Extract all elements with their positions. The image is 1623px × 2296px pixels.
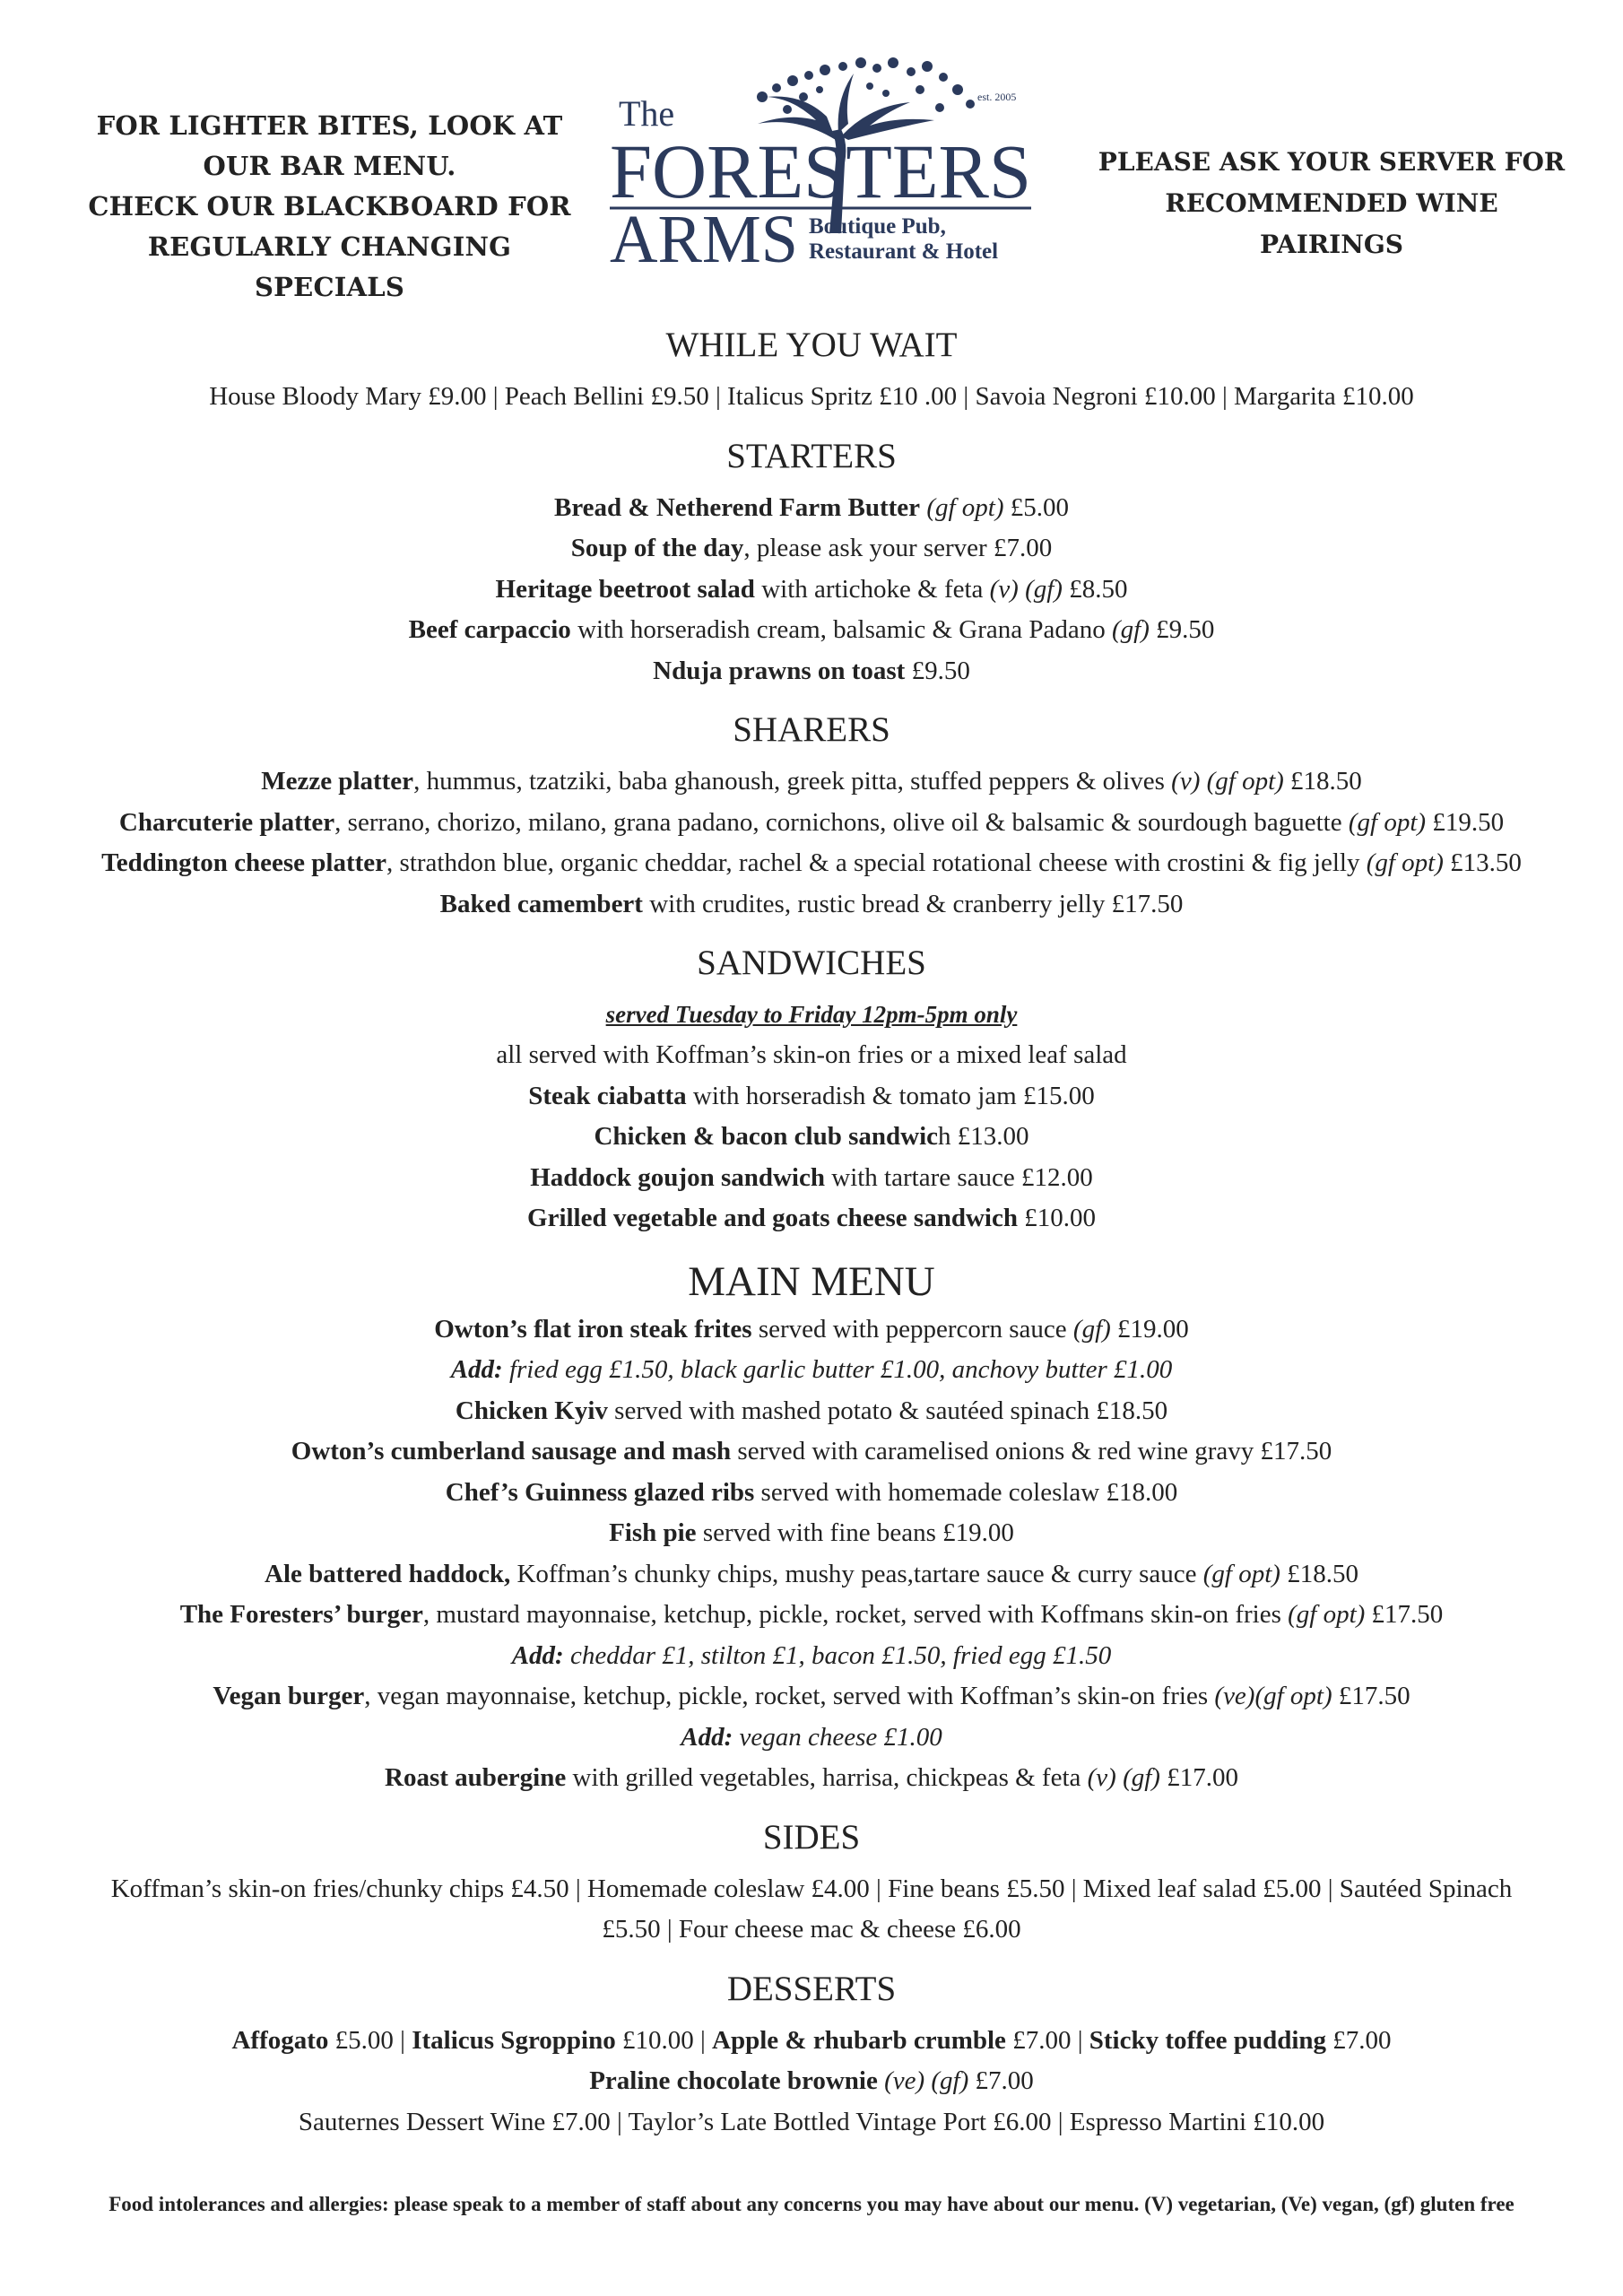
- item-tags: (gf): [1111, 615, 1150, 644]
- item-name: Sticky toffee pudding: [1089, 2025, 1327, 2055]
- item-price: £18.50: [1280, 1559, 1358, 1588]
- addon-label: Add:: [681, 1722, 733, 1752]
- item-tags: (gf opt): [926, 492, 1004, 522]
- menu-item: [0, 1473, 1623, 1514]
- menu-item: [0, 528, 1623, 570]
- header-left-line: CHECK OUR BLACKBOARD FOR: [88, 191, 571, 222]
- menu-item: [0, 1391, 1623, 1432]
- item-tags: (v) (gf): [989, 574, 1063, 604]
- item-price: £17.50: [1365, 1600, 1444, 1629]
- addon-text: cheddar £1, stilton £1, bacon £1.50, fried egg £1.50: [563, 1640, 1112, 1670]
- item-price: £7.00: [968, 2066, 1034, 2095]
- item-name: Ale battered haddock,: [265, 1559, 511, 1588]
- item-desc: served with fine beans £19.00: [696, 1518, 1014, 1547]
- item-name: Owton’s flat iron steak frites: [434, 1314, 752, 1344]
- item-desc: with crudites, rustic bread & cranberry jelly £17.50: [642, 889, 1184, 918]
- item-desc: with tartare sauce £12.00: [825, 1162, 1093, 1192]
- menu-item: [0, 1158, 1623, 1199]
- item-name: Baked camembert: [439, 889, 643, 918]
- menu-content: [0, 323, 1623, 2143]
- section-title-sandwiches: SANDWICHES: [697, 944, 926, 982]
- menu-item: [0, 1076, 1623, 1118]
- item-name: Charcuterie platter: [118, 807, 335, 837]
- item-name: Apple & rhubarb crumble: [712, 2025, 1006, 2055]
- sandwiches-served-note: served Tuesday to Friday 12pm-5pm only: [605, 1001, 1018, 1028]
- item-desc: served with caramelised onions & red wine gravy £17.50: [731, 1437, 1332, 1465]
- logo-foresters: FORESTERS: [610, 128, 1031, 214]
- item-name: Haddock goujon sandwich: [530, 1162, 825, 1192]
- sides-list: Koffman’s skin-on fries/chunky chips £4.50 | Homemade coleslaw £4.00 | Fine beans £5.50 | Mixed leaf salad £5.00 | Sautéed Spinach £5.50 | Four cheese mac & cheese £6.00: [110, 1874, 1513, 1944]
- item-name: Chicken & bacon club sandwic: [594, 1122, 938, 1151]
- item-name: Beef carpaccio: [408, 615, 571, 644]
- item-name: Italicus Sgroppino: [412, 2025, 616, 2055]
- item-name: Praline chocolate brownie: [589, 2066, 878, 2095]
- menu-item: [0, 1513, 1623, 1554]
- item-desc: with artichoke & feta: [754, 574, 990, 604]
- menu-item: [0, 803, 1623, 844]
- header-right-line: RECOMMENDED WINE PAIRINGS: [1165, 188, 1498, 259]
- item-desc: , hummus, tzatziki, baba ghanoush, greek pitta, stuffed peppers & olives: [413, 767, 1172, 796]
- item-tags: (gf opt): [1288, 1600, 1366, 1629]
- header-left-line: OUR BAR MENU.: [203, 151, 456, 181]
- item-name: The Foresters’ burger: [179, 1600, 423, 1629]
- menu-item: [0, 570, 1623, 611]
- item-desc: , please ask your server £7.00: [743, 534, 1053, 562]
- menu-addon: [0, 1636, 1623, 1677]
- menu-item: [0, 1117, 1623, 1158]
- item-desc: with horseradish & tomato jam £15.00: [686, 1081, 1095, 1110]
- item-name: Teddington cheese platter: [101, 848, 387, 877]
- sandwiches-intro: all served with Koffman’s skin-on fries or a mixed leaf salad: [496, 1040, 1127, 1069]
- section-title-main-menu: MAIN MENU: [688, 1257, 935, 1305]
- item-price: £19.50: [1426, 807, 1505, 837]
- while-you-wait-drinks: House Bloody Mary £9.00 | Peach Bellini £9.50 | Italicus Spritz £10 .00 | Savoia Negroni £10.00 | Margarita £10.00: [209, 382, 1414, 411]
- item-name: Soup of the day: [570, 534, 744, 562]
- menu-item: [0, 1595, 1623, 1636]
- item-desc: served with peppercorn sauce: [751, 1314, 1073, 1344]
- item-desc: Koffman’s chunky chips, mushy peas,tartare sauce & curry sauce: [510, 1559, 1203, 1588]
- item-name: Nduja prawns on toast: [653, 656, 906, 685]
- item-desc: , mustard mayonnaise, ketchup, pickle, rocket, served with Koffmans skin-on fries: [422, 1600, 1289, 1629]
- logo-the: The: [619, 93, 675, 134]
- section-title-sharers: SHARERS: [733, 710, 890, 749]
- item-price: £10.00 |: [615, 2025, 713, 2055]
- item-tags: (v) (gf): [1087, 1763, 1160, 1792]
- menu-item: [0, 651, 1623, 692]
- menu-item: [0, 1554, 1623, 1596]
- logo-tagline-2: Restaurant & Hotel: [809, 239, 999, 264]
- item-desc: £10.00: [1017, 1204, 1096, 1232]
- dessert-drinks: Sauternes Dessert Wine £7.00 | Taylor’s Late Bottled Vintage Port £6.00 | Espresso Martini £10.00: [298, 2107, 1325, 2136]
- item-name: Owton’s cumberland sausage and mash: [291, 1437, 732, 1465]
- item-desc: , vegan mayonnaise, ketchup, pickle, rocket, served with Koffman’s skin-on fries: [364, 1682, 1215, 1710]
- item-name: Bread & Netherend Farm Butter: [553, 492, 921, 522]
- allergen-footer: Food intolerances and allergies: please speak to a member of staff about any concerns you may have about our menu. (V) vegetarian, (Ve) vegan, (gf) gluten free: [108, 2193, 1515, 2215]
- logo-tagline-1: Boutique Pub,: [809, 214, 946, 239]
- menu-item: [0, 610, 1623, 651]
- item-tags: (gf): [1072, 1314, 1111, 1344]
- addon-text: fried egg £1.50, black garlic butter £1.00, anchovy butter £1.00: [502, 1355, 1173, 1384]
- menu-addon: [0, 1350, 1623, 1391]
- item-desc: served with homemade coleslaw £18.00: [754, 1477, 1178, 1507]
- menu-item: [0, 843, 1623, 884]
- header-right-line: PLEASE ASK YOUR SERVER FOR: [1098, 147, 1566, 177]
- header-note-right: [1089, 142, 1574, 265]
- desserts-row: [0, 2021, 1623, 2062]
- item-tags: (ve)(gf opt): [1214, 1682, 1332, 1710]
- item-price: £17.00: [1159, 1763, 1238, 1792]
- header-left-line: FOR LIGHTER BITES, LOOK AT: [96, 110, 563, 141]
- header-left-line: REGULARLY CHANGING: [147, 231, 512, 262]
- addon-label: Add:: [450, 1355, 503, 1384]
- addon-text: vegan cheese £1.00: [733, 1722, 942, 1752]
- menu-item: [0, 761, 1623, 803]
- item-price: £18.50: [1283, 767, 1362, 796]
- item-name: Chef’s Guinness glazed ribs: [445, 1477, 755, 1507]
- item-price: £7.00 |: [1005, 2025, 1089, 2055]
- item-price: £13.50: [1443, 848, 1522, 877]
- item-tags: (ve) (gf): [877, 2066, 969, 2095]
- item-price: £8.50: [1062, 574, 1128, 604]
- menu-addon: [0, 1718, 1623, 1759]
- menu-item: [0, 1431, 1623, 1473]
- item-desc: served with mashed potato & sautéed spinach £18.50: [607, 1396, 1168, 1425]
- menu-item: [0, 1198, 1623, 1239]
- addon-label: Add:: [511, 1640, 564, 1670]
- item-name: Steak ciabatta: [528, 1081, 687, 1110]
- logo-est: est. 2005: [977, 91, 1017, 103]
- item-desc: with horseradish cream, balsamic & Grana Padano: [570, 615, 1112, 644]
- item-name: Chicken Kyiv: [455, 1396, 608, 1425]
- item-desc: , serrano, chorizo, milano, grana padano, cornichons, olive oil & balsamic & sourdough baguette: [334, 807, 1349, 837]
- menu-item: [0, 884, 1623, 926]
- item-name: Fish pie: [609, 1518, 697, 1547]
- item-desc: £9.50: [905, 656, 970, 685]
- section-title-starters: STARTERS: [726, 436, 897, 475]
- item-price: £9.50: [1149, 615, 1215, 644]
- item-tags: (gf opt): [1366, 848, 1444, 877]
- section-title-sides: SIDES: [762, 1817, 861, 1857]
- foresters-arms-logo: [601, 54, 1067, 269]
- item-desc: with grilled vegetables, harrisa, chickpeas & feta: [566, 1763, 1088, 1792]
- item-tags: (gf opt): [1202, 1559, 1280, 1588]
- menu-item: [0, 1676, 1623, 1718]
- item-tags: (gf opt): [1348, 807, 1427, 837]
- item-price: £19.00: [1110, 1314, 1189, 1344]
- section-title-desserts: DESSERTS: [726, 1969, 897, 2008]
- item-price: £17.50: [1332, 1682, 1410, 1710]
- section-title-while-you-wait: WHILE YOU WAIT: [665, 326, 958, 364]
- item-name: Mezze platter: [261, 767, 414, 796]
- item-name: Affogato: [231, 2025, 329, 2055]
- item-price: £5.00: [1003, 492, 1069, 522]
- item-desc: h £13.00: [938, 1122, 1029, 1151]
- header-left-line: SPECIALS: [255, 272, 404, 302]
- item-name: Heritage beetroot salad: [495, 574, 755, 604]
- header-note-left: [85, 106, 574, 308]
- item-tags: (v) (gf opt): [1171, 767, 1284, 796]
- menu-item: [0, 2061, 1623, 2102]
- logo-arms: ARMS: [610, 202, 798, 269]
- item-price: £5.00 |: [328, 2025, 412, 2055]
- menu-item: [0, 1758, 1623, 1799]
- item-price: £7.00: [1326, 2025, 1392, 2055]
- item-name: Vegan burger: [213, 1682, 365, 1710]
- item-desc: , strathdon blue, organic cheddar, rachel & a special rotational cheese with crostini & fig jelly: [386, 848, 1367, 877]
- menu-item: [0, 488, 1623, 529]
- item-name: Roast aubergine: [385, 1763, 567, 1792]
- item-name: Grilled vegetable and goats cheese sandwich: [527, 1204, 1018, 1232]
- menu-item: [0, 1309, 1623, 1351]
